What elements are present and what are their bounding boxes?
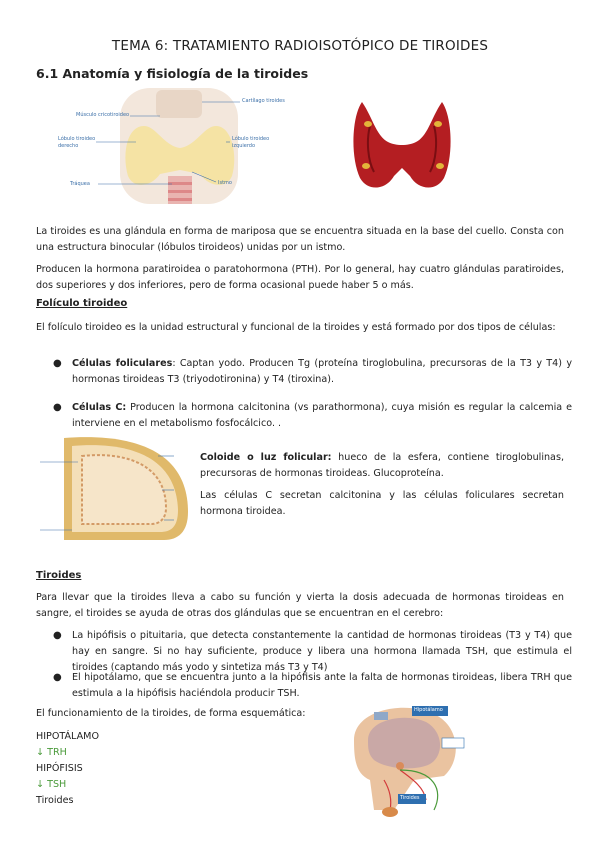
bullet-foliculares-text: : Captan yodo. Producen Tg (proteína tiroglobulina, precursoras de la T3 y T4) y hormonas tiroideas T3 (triyodotironina) y T4 (tiroxina).	[72, 358, 572, 385]
bullet-celulas-c-bold: Células C:	[72, 402, 127, 413]
folicle-heading: Folículo tiroideo	[36, 298, 128, 309]
label-traquea: Tráquea	[70, 181, 90, 187]
thyroid-gland-photo	[342, 96, 462, 196]
bullet-hipotalamo: ● El hipotálamo, que se encuentra junto a la hipófisis ante la falta de hormonas tiroideas, libera TRH que estimula a la hipófisis haciéndola producir TSH.	[53, 672, 572, 699]
hypothalamus-pituitary-illustration	[334, 700, 474, 824]
bullet-hipofisis: ● La hipófisis o pituitaria, que detecta constantemente la cantidad de hormonas tiroideas (T3 y T4) que hay en sangre. Si no hay suficiente, produce y libera una hormona llamada TSH, que estimula el tiroides (captando más yodo y sintetiza más T3 y T4)	[53, 630, 572, 673]
paragraph-intro: La tiroides es una glándula en forma de mariposa que se encuentra situada en la base del cuello. Consta con una estructura binocular (lóbulos tiroideos) unidas por un istmo.	[36, 226, 564, 253]
esquema-intro: El funcionamiento de la tiroides, de forma esquemática:	[36, 708, 306, 719]
label-hipotalamo: Hipotálamo	[414, 707, 443, 713]
coloide-desc: hueco de la esfera, contiene tiroglobulinas, precursoras de hormonas tiroideas. Glucoproteína.	[200, 452, 564, 479]
section-heading: 6.1 Anatomía y fisiología de la tiroides	[36, 66, 309, 81]
flow-trh: ↓ TRH	[36, 747, 67, 758]
label-tiroides-brain: Tiroides	[400, 795, 420, 801]
tiroides-intro: Para llevar que la tiroides lleva a cabo su función y vierta la dosis adecuada de hormonas tiroideas en sangre, el tiroides se ayuda de otras dos glándulas que se encuentran en el cerebro:	[36, 592, 564, 619]
page-title: TEMA 6: TRATAMIENTO RADIOISOTÓPICO DE TIROIDES	[111, 38, 489, 54]
bullet-foliculares-bold: Células foliculares	[72, 358, 173, 369]
celulas-c-paragraph: Las células C secretan calcitonina y las células foliculares secretan hormona tiroidea.	[200, 490, 564, 517]
flow-tsh: ↓ TSH	[36, 779, 67, 790]
label-lobulo-derecho: Lóbulo tiroideo derecho	[58, 136, 96, 149]
follicle-illustration	[38, 432, 196, 542]
tiroides-heading: Tiroides	[36, 570, 82, 581]
coloide-text	[200, 450, 564, 482]
flow-hipofisis: HIPÓFISIS	[36, 763, 83, 774]
coloide-bold: Coloide o luz folicular:	[200, 452, 332, 463]
bullet-celulas-c-text: Producen la hormona calcitonina (vs parathormona), cuya misión es regular la calcemia e interviene en el metabolismo fosfocálcico. .	[72, 402, 572, 429]
flow-tiroides: Tiroides	[36, 795, 74, 806]
flow-hipotalamo: HIPOTÁLAMO	[36, 731, 100, 742]
bullet-celulas-c: ● Células C: Producen la hormona calcitonina (vs parathormona), cuya misión es regular la calcemia e interviene en el metabolismo fosfocálcico. .	[53, 402, 572, 429]
bullet-hipotalamo-text: El hipotálamo, que se encuentra junto a la hipófisis ante la falta de hormonas tiroideas, libera TRH que estimula a la hipófisis haciéndola producir TSH.	[72, 672, 572, 699]
bullet-foliculares: ● Células foliculares: Captan yodo. Producen Tg (proteína tiroglobulina, precursoras de la T3 y T4) y hormonas tiroideas T3 (triyodotironina) y T4 (tiroxina).	[53, 358, 572, 385]
label-cartilago: Cartílago tiroides	[242, 98, 285, 104]
label-lobulo-izquierdo: Lóbulo tiroideo izquierdo	[232, 136, 270, 149]
folicle-intro: El folículo tiroideo es la unidad estructural y funcional de la tiroides y está formado por dos tipos de células:	[36, 322, 556, 333]
paragraph-pth: Producen la hormona paratiroidea o paratohormona (PTH). Por lo general, hay cuatro glándulas paratiroides, dos superiores y dos inferiores, pero de forma ocasional puede haber 5 o más.	[36, 264, 564, 291]
bullet-hipofisis-text: La hipófisis o pituitaria, que detecta constantemente la cantidad de hormonas tiroideas (T3 y T4) que hay en sangre. Si no hay suficiente, produce y libera una hormona llamada TSH, que estimula el tiroides (captando más yodo y sintetiza más T3 y T4)	[72, 630, 572, 673]
label-musculo: Músculo cricotiroideo	[76, 112, 130, 118]
label-istmo: Istmo	[218, 180, 232, 186]
